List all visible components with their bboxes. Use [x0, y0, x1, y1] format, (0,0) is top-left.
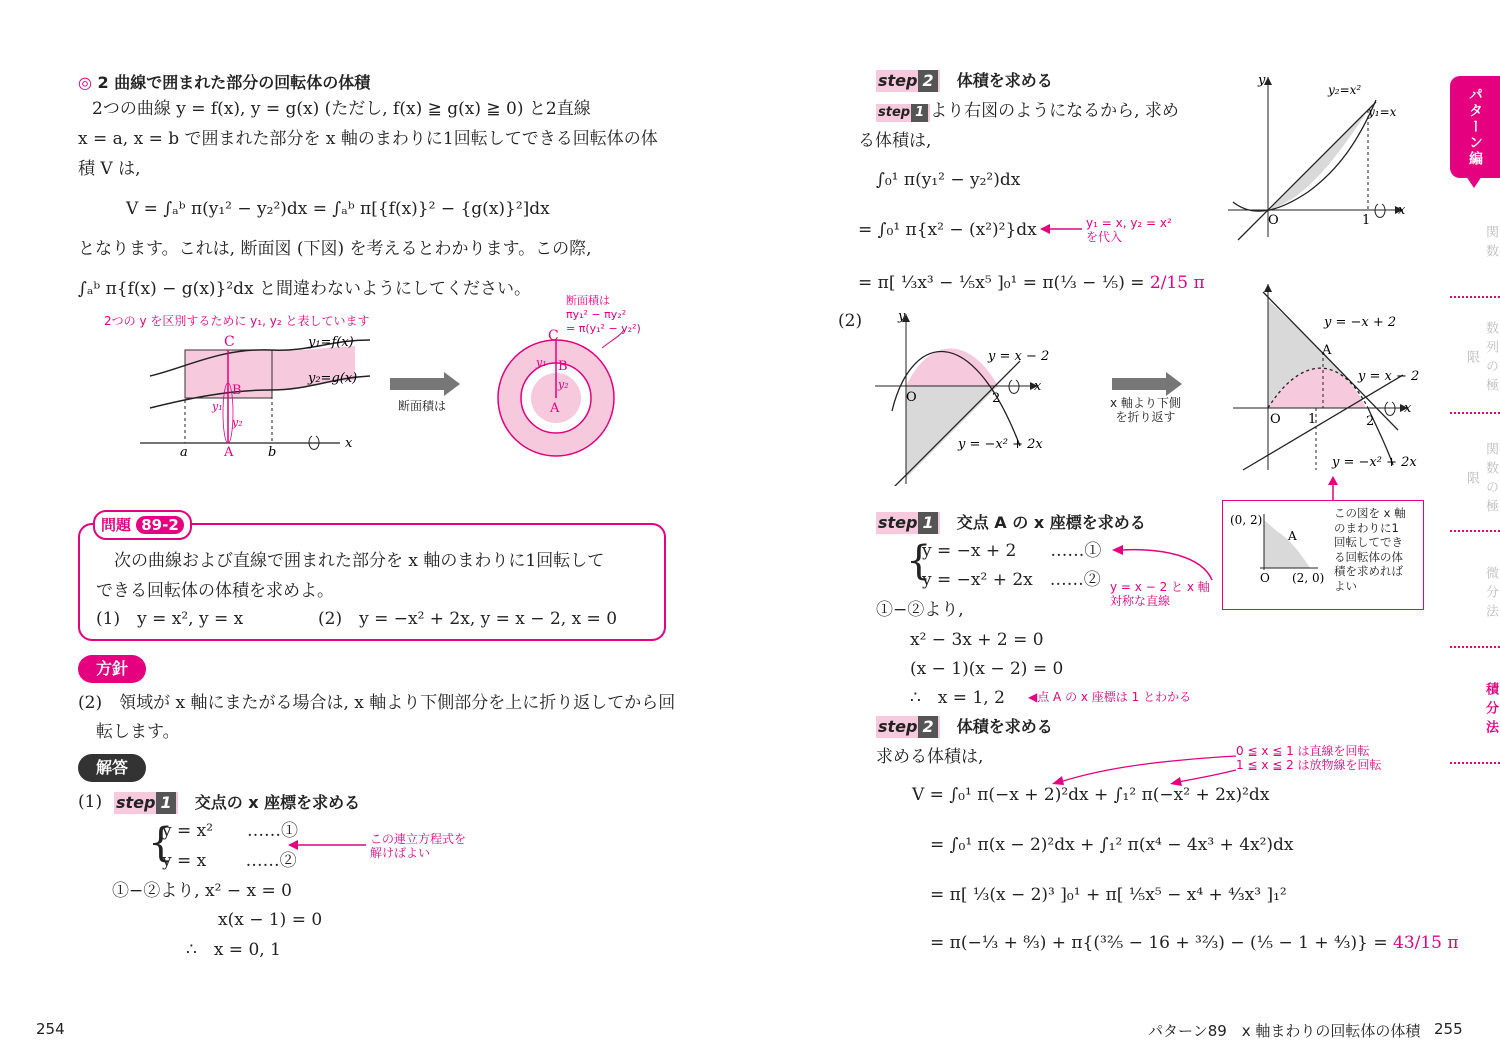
r-step1-badge [876, 512, 940, 534]
r2-eq-1: V = ∫₀¹ π(−x + 2)²dx + ∫₁² π(−x² + 2x)²dx [912, 785, 1270, 805]
area-note-line-1: 断面積は [566, 294, 610, 307]
fold-arrow-icon [1112, 372, 1184, 396]
page-number-right: 255 [1434, 1020, 1463, 1038]
arrow-right-icon [390, 372, 462, 396]
fold-label [1110, 396, 1181, 424]
r-solve-4-note-text: 点 A の x 座標は 1 とわかる [1037, 690, 1192, 704]
step1-badge [114, 792, 178, 814]
box-label-a: A [1288, 529, 1297, 543]
g3-label-x: x [1404, 401, 1412, 416]
label-x: x [345, 436, 353, 451]
sidebar-divider [1450, 646, 1500, 648]
step1-num: 1 [156, 792, 175, 814]
label-c: C [224, 334, 235, 350]
volume-formula: V = ∫ₐᵇ π(y₁² − y₂²)dx = ∫ₐᵇ π[{f(x)}² − {g(x)}²]dx [126, 199, 550, 219]
box-label-p1: (0, 2) [1230, 513, 1263, 527]
r-system-eq-2: y = −x² + 2x ……② [922, 570, 1101, 590]
problem-line-1: 次の曲線および直線で囲まれた部分を x 軸のまわりに1回転して [114, 551, 605, 571]
g3-label-line2: y = x − 2 [1358, 369, 1420, 384]
r2-interval-note [1236, 744, 1382, 772]
box-note-line-2: のまわりに1 [1334, 520, 1399, 535]
area-note [566, 294, 641, 336]
r2-volume-result: 43/15 π [1393, 933, 1459, 953]
r-volume-eq-2: = ∫₀¹ π{x² − (x²)²}dx [858, 220, 1037, 240]
r-system-note-line-2: 対称な直線 [1110, 594, 1171, 608]
sidebar-item-kansu-kyokugen[interactable]: 関数の極限 [1464, 442, 1498, 518]
problem-sub-2: (2) y = −x² + 2x, y = x − 2, x = 0 [318, 609, 618, 629]
solve-line-3: ∴ x = 0, 1 [186, 940, 281, 960]
r2-eq-4-body: = π(−⅓ + ⁸⁄₃) + π{(³²⁄₅ − 16 + ³²⁄₃) − (⅕ − 1 + ⁴⁄₃)} = [930, 933, 1388, 953]
fold-label-line-1: x 軸より下側 [1110, 396, 1181, 410]
sidebar-item-bibun[interactable]: 微分法 [1483, 565, 1498, 623]
after-line-1: となります。これは, 断面図 (下図) を考えるとわかります。この際, [78, 239, 592, 259]
graph-region-crossing [870, 306, 1070, 486]
note-arrow-icon [288, 838, 368, 852]
system-note-line-2: 解けばよい [370, 846, 431, 860]
g3-label-2: 2 [1366, 414, 1375, 429]
box-note-line-1: この図を x 軸 [1334, 506, 1406, 520]
annulus-label-a: A [550, 401, 560, 416]
annulus-label-b: B [558, 359, 568, 374]
system-eq-1: y = x² ……① [162, 821, 299, 841]
r-step1-label: step [878, 513, 918, 532]
system-eq-2: y = x ……② [162, 851, 297, 871]
sidebar-divider [1450, 296, 1500, 298]
footer-title: パターン89 x 軸まわりの回転体の体積 [1148, 1022, 1421, 1040]
sidebar-divider [1450, 762, 1500, 764]
r-volume-eq-3 [858, 268, 1205, 298]
box-note-line-3: 回転してでき [1334, 535, 1403, 549]
r2-interval-note-line-2: 1 ≦ x ≦ 2 は放物線を回転 [1236, 758, 1382, 772]
label-g: y₂=g(x) [308, 371, 358, 386]
label-a-lower: a [180, 445, 188, 460]
g3-label-o: O [1270, 412, 1281, 427]
g1-label-y1: y₁=x [1368, 105, 1397, 119]
problem-sub-1: (1) y = x², y = x [96, 609, 244, 629]
graph-parabola-line [1228, 72, 1418, 242]
r-step1-num: 1 [918, 512, 937, 534]
r-step2-num: 2 [918, 70, 937, 92]
r-system-note-arrow-icon [1112, 542, 1222, 582]
label-f: y₁=f(x) [308, 335, 354, 350]
problem-badge [93, 510, 192, 540]
policy-line-2: 転します。 [96, 722, 180, 742]
box-label-p2: (2, 0) [1292, 571, 1325, 585]
r2-step2-label: step [878, 717, 918, 736]
r-part2-label: (2) [838, 311, 863, 331]
policy-badge: 方針 [78, 655, 146, 683]
r2-step2-num: 2 [918, 716, 937, 738]
g2-label-o: O [906, 390, 917, 405]
step1-label: step [116, 793, 156, 812]
g2-label-y: y [898, 309, 906, 324]
r-step-ref-badge [876, 104, 930, 122]
r-step2-text-1 [876, 96, 1179, 126]
cross-section-figure [140, 328, 380, 463]
r-volume-result-1: 2/15 π [1149, 273, 1205, 293]
r-substitute-note [1086, 216, 1172, 244]
page-number-left: 254 [36, 1020, 65, 1038]
sidebar-item-sekibun[interactable]: 積分法 [1483, 681, 1498, 739]
sidebar-divider [1450, 530, 1500, 532]
g3-label-line1: y = −x + 2 [1324, 315, 1397, 330]
area-note-line-3: = π(y₁² − y₂²) [566, 322, 641, 335]
fold-label-line-2: を折り返す [1115, 410, 1176, 424]
r-step2-text-1-body: より右図のようになるから, 求め [930, 101, 1179, 121]
r2-interval-note-line-1: 0 ≦ x ≦ 1 は直線を回転 [1236, 744, 1370, 758]
system-note-line-1: この連立方程式を [370, 832, 467, 846]
policy-line-1: (2) 領域が x 軸にまたがる場合は, x 軸より下側部分を上に折り返してから回 [78, 693, 676, 713]
sidebar-pointer-icon [1466, 176, 1482, 188]
g2-label-parabola: y = −x² + 2x [958, 437, 1043, 452]
r2-eq-3: = π[ ⅓(x − 2)³ ]₀¹ + π[ ⅕x⁵ − x⁴ + ⁴⁄₃x³ ]₁² [930, 885, 1287, 905]
graph-folded-region [1228, 280, 1428, 475]
area-note-line-2: πy₁² − πy₂² [566, 308, 627, 321]
r-solve-3: (x − 1)(x − 2) = 0 [910, 659, 1064, 679]
problem-badge-label: 問題 [101, 516, 132, 534]
r2-step2-text: 求める体積は, [876, 747, 984, 767]
r-solve-1: ①−②より, [876, 600, 964, 620]
r2-step2-heading [876, 714, 1053, 738]
g1-label-1: 1 [1362, 213, 1371, 228]
r-step2-badge [876, 70, 940, 92]
g1-label-o: O [1268, 213, 1279, 228]
solve-line-2: x(x − 1) = 0 [218, 910, 323, 930]
r-step2-label: step [878, 71, 918, 90]
r-solve-4: ∴ x = 1, 2 [910, 688, 1005, 708]
intro-line-2: x = a, x = b で囲まれた部分を x 軸のまわりに1回転してできる回転体の体 [78, 129, 658, 149]
answer-prefix: (1) [78, 792, 103, 812]
fold-box-note [1334, 506, 1406, 593]
problem-line-2: できる回転体の体積を求めよ。 [96, 581, 334, 601]
g3-label-parabola: y = −x² + 2x [1332, 455, 1417, 470]
r-step-ref-num: 1 [911, 104, 928, 122]
g1-label-x: x [1398, 203, 1406, 218]
step1-heading [114, 790, 360, 814]
sidebar-tab-active[interactable]: パターン編 [1450, 76, 1500, 178]
label-b-lower: b [268, 445, 277, 460]
sidebar-item-kansu[interactable]: 関数 [1483, 225, 1498, 263]
g1-label-y: y [1258, 73, 1266, 88]
r-substitute-note-line-2: を代入 [1086, 230, 1123, 244]
r-system-eq-1: y = −x + 2 ……① [922, 541, 1102, 561]
r-step2-text-2: る体積は, [858, 131, 932, 151]
r-step2-title: 体積を求める [956, 71, 1053, 90]
r-left-brace: { [906, 538, 932, 584]
solve-line-1: ①−②より, x² − x = 0 [112, 881, 292, 901]
box-note-line-5: 積を求めれば [1334, 564, 1403, 578]
problem-number: 89-2 [136, 516, 184, 534]
box-label-o: O [1260, 571, 1270, 585]
r-system-note-line-1: y = x − 2 と x 軸 [1110, 580, 1210, 594]
r-step1-title: 交点 A の x 座標を求める [956, 513, 1146, 532]
annulus-label-c: C [548, 328, 559, 344]
r-system-note [1110, 580, 1210, 608]
sidebar-divider [1450, 412, 1500, 414]
label-a: A [224, 445, 234, 460]
sidebar-item-suretsu[interactable]: 数列の極限 [1464, 321, 1498, 397]
box-figure [1228, 508, 1328, 588]
intro-line-3: 積 V は, [78, 159, 141, 179]
r2-eq-2: = ∫₀¹ π(x − 2)²dx + ∫₁² π(x⁴ − 4x³ + 4x²)dx [930, 835, 1294, 855]
after-line-2: ∫ₐᵇ π{f(x) − g(x)}²dx と間違わないようにしてください。 [78, 279, 532, 299]
r-step1-heading [876, 510, 1146, 534]
g2-label-line: y = x − 2 [988, 349, 1050, 364]
r-solve-2: x² − 3x + 2 = 0 [910, 630, 1044, 650]
r-step2-heading [876, 68, 1053, 92]
annulus-label-y2: y₂ [558, 378, 569, 391]
step1-title: 交点の x 座標を求める [194, 793, 361, 812]
r-volume-eq-1: ∫₀¹ π(y₁² − y₂²)dx [876, 170, 1021, 190]
r-step-ref-label: step [878, 105, 911, 120]
arrow-label: 断面積は [398, 399, 447, 413]
annulus-label-y1: y₁ [536, 356, 547, 369]
label-y2: y₂ [232, 416, 243, 429]
figure-note: 2つの y を区別するために y₁, y₂ と表しています [104, 314, 370, 328]
g3-label-a: A [1322, 343, 1332, 358]
g3-label-1: 1 [1308, 412, 1317, 427]
box-note-line-4: る回転体の体 [1334, 549, 1403, 564]
label-b: B [232, 383, 242, 398]
left-brace: { [148, 820, 174, 866]
g2-label-x: x [1034, 379, 1042, 394]
r-volume-eq-3-body: = π[ ⅓x³ − ⅕x⁵ ]₀¹ = π(⅓ − ⅕) = [858, 273, 1145, 293]
system-note [370, 832, 466, 860]
g2-label-2: 2 [992, 391, 1001, 406]
box-note-line-6: よい [1334, 578, 1357, 593]
answer-badge: 解答 [78, 754, 146, 782]
label-y1: y₁ [212, 400, 223, 413]
r2-step2-badge [876, 716, 940, 738]
intro-line-1: 2つの曲線 y = f(x), y = g(x) (ただし, f(x) ≧ g(x) ≧ 0) と2直線 [92, 99, 591, 119]
r2-eq-4 [930, 928, 1459, 958]
section-title: ◎ 2 曲線で囲まれた部分の回転体の体積 [78, 73, 371, 92]
r-substitute-note-line-1: y₁ = x, y₂ = x² [1086, 216, 1172, 230]
box-arrow-up-icon [1326, 476, 1340, 500]
r-solve-4-note: ◀点 A の x 座標は 1 とわかる [1028, 690, 1192, 704]
r-note-arrow-icon [1040, 222, 1084, 236]
g1-label-y2: y₂=x² [1328, 83, 1362, 97]
r2-step2-title: 体積を求める [956, 717, 1053, 736]
